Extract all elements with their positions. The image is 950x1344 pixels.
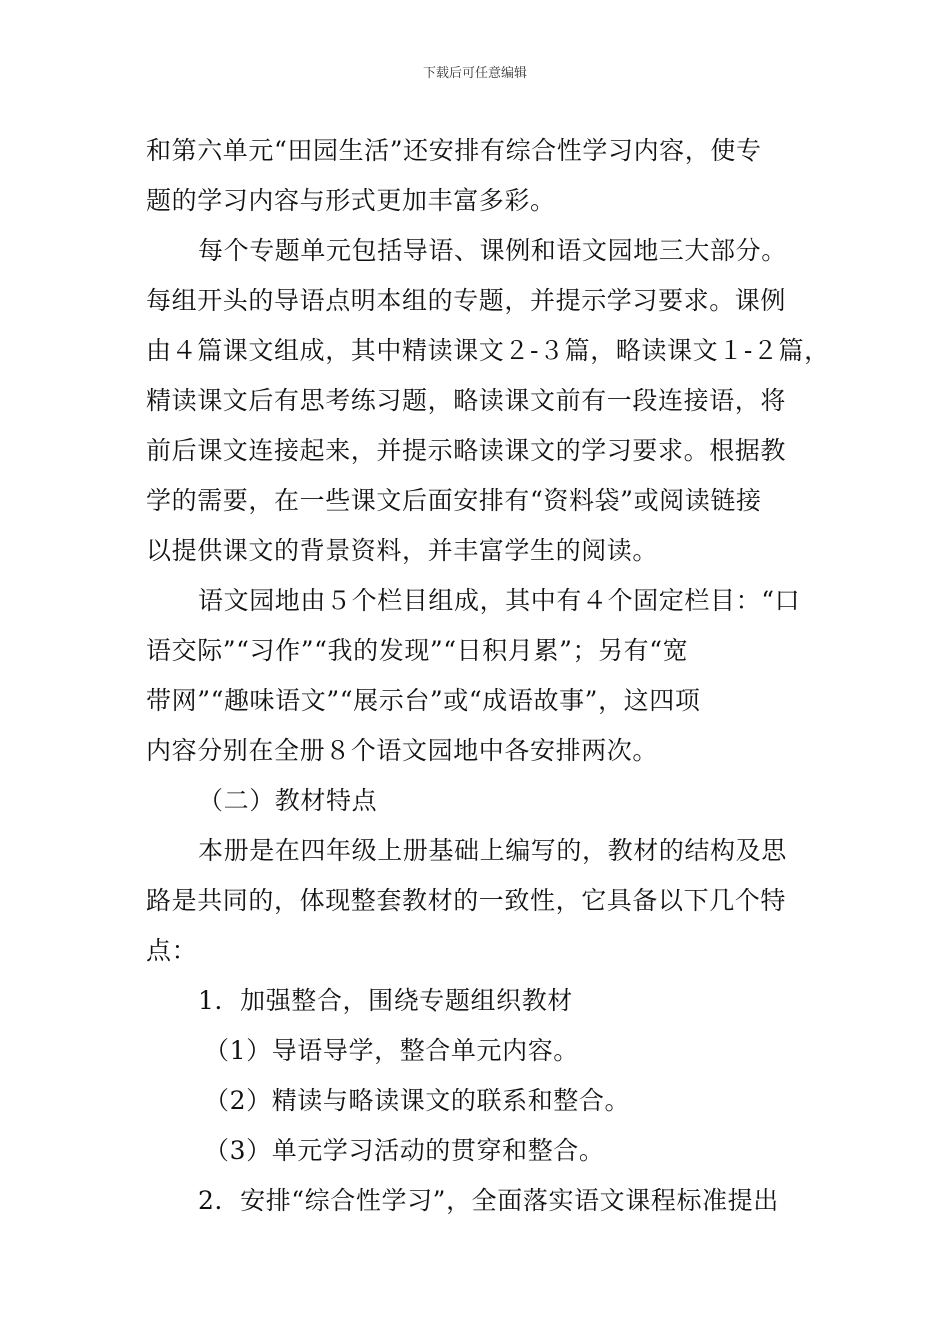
list-item: （2）精读与略读课文的联系和整合。 <box>204 1086 631 1115</box>
text-line: 以提供课文的背景资料，并丰富学生的阅读。 <box>146 536 659 565</box>
text-line: 每组开头的导语点明本组的专题，并提示学习要求。课例 <box>146 286 787 315</box>
text-line: 路是共同的，体现整套教材的一致性，它具备以下几个特 <box>146 886 787 915</box>
text-line: 语交际”“习作”“我的发现”“日积月累”；另有“宽 <box>146 636 689 665</box>
document-body <box>146 126 830 1226</box>
paragraph-start: 语文园地由５个栏目组成，其中有４个固定栏目：“口 <box>198 586 801 615</box>
list-item: （3）单元学习活动的贯穿和整合。 <box>204 1136 605 1165</box>
text-line: 带网”“趣味语文”“展示台”或“成语故事”，这四项 <box>146 686 701 715</box>
page-header: 下载后可任意编辑 <box>422 66 527 81</box>
list-item: （1）导语导学，整合单元内容。 <box>204 1036 579 1065</box>
text-line: 和第六单元“田园生活”还安排有综合性学习内容，使专 <box>146 136 762 165</box>
paragraph-start: 本册是在四年级上册基础上编写的，教材的结构及思 <box>198 836 787 865</box>
paragraph-start: 每个专题单元包括导语、课例和语文园地三大部分。 <box>198 236 787 265</box>
text-line: 精读课文后有思考练习题，略读课文前有一段连接语，将 <box>146 386 787 415</box>
text-line: 由４篇课文组成，其中精读课文２-３篇，略读课文１-２篇， <box>146 336 830 365</box>
section-heading: （二）教材特点 <box>198 786 378 815</box>
list-heading: 2．安排“综合性学习”，全面落实语文课程标准提出 <box>198 1186 779 1215</box>
text-line: 学的需要，在一些课文后面安排有“资料袋”或阅读链接 <box>146 486 762 515</box>
list-heading: 1．加强整合，围绕专题组织教材 <box>198 986 573 1015</box>
text-line: 题的学习内容与形式更加丰富多彩。 <box>146 186 556 215</box>
text-line: 前后课文连接起来，并提示略读课文的学习要求。根据教 <box>146 436 787 465</box>
text-line: 点： <box>146 936 198 965</box>
text-line: 内容分别在全册８个语文园地中各安排两次。 <box>146 736 659 765</box>
